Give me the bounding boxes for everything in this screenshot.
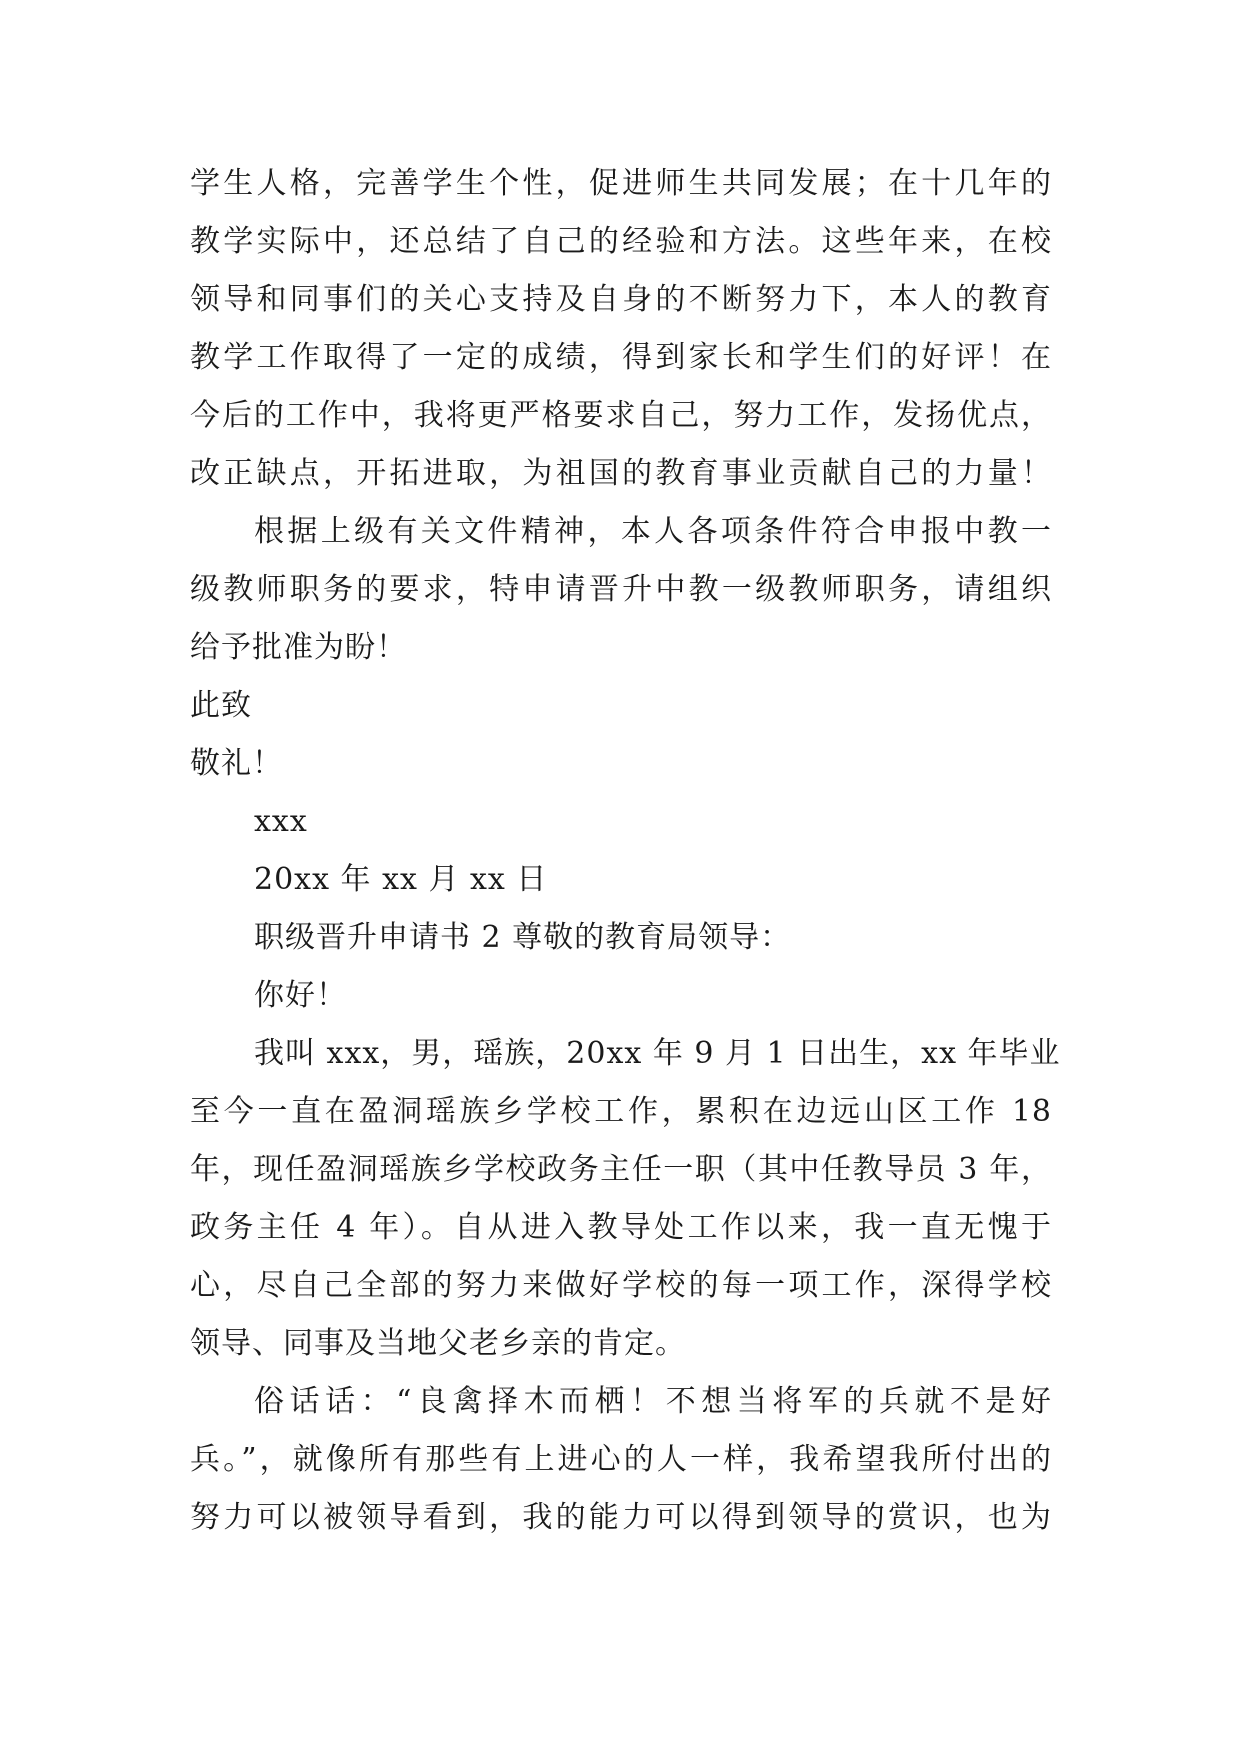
signature-name: xxx (254, 804, 308, 839)
letter2-greeting: 你好！ (254, 978, 347, 1013)
letter2-para1-line-4: 政务主任 4 年）。自从进入教导处工作以来，我一直无愧于 (190, 1210, 1052, 1245)
para1-line-1: 学生人格，完善学生个性，促进师生共同发展；在十几年的 (190, 166, 1052, 201)
letter2-para1-line-1: 我叫 xxx，男，瑶族，20xx 年 9 月 1 日出生，xx 年毕业 (254, 1036, 1061, 1071)
letter2-para1-line-2: 至今一直在盈洞瑶族乡学校工作，累积在边远山区工作 18 (190, 1094, 1052, 1129)
para1-line-4: 教学工作取得了一定的成绩，得到家长和学生们的好评！在 (190, 340, 1052, 375)
letter2-para1-line-3: 年，现任盈洞瑶族乡学校政务主任一职（其中任教导员 3 年， (190, 1152, 1052, 1187)
closing-line-1: 此致 (190, 688, 252, 723)
para2-line-1: 根据上级有关文件精神，本人各项条件符合申报中教一 (254, 514, 1052, 549)
para2-line-2: 级教师职务的要求，特申请晋升中教一级教师职务，请组织 (190, 572, 1052, 607)
letter2-para2-line-1: 俗话话：“良禽择木而栖！不想当将军的兵就不是好 (254, 1384, 1052, 1419)
para1-line-3: 领导和同事们的关心支持及自身的不断努力下，本人的教育 (190, 282, 1052, 317)
letter2-para2-line-3: 努力可以被领导看到，我的能力可以得到领导的赏识，也为 (190, 1500, 1052, 1535)
letter2-para1-line-6: 领导、同事及当地父老乡亲的肯定。 (190, 1326, 686, 1361)
letter2-heading: 职级晋升申请书 2 尊敬的教育局领导： (254, 920, 792, 955)
closing-line-2: 敬礼！ (190, 746, 283, 781)
document-body (190, 155, 1061, 1547)
para1-line-5: 今后的工作中，我将更严格要求自己，努力工作，发扬优点， (190, 398, 1052, 433)
signature-date: 20xx 年 xx 月 xx 日 (254, 862, 548, 897)
letter2-para2-line-2: 兵。”，就像所有那些有上进心的人一样，我希望我所付出的 (190, 1442, 1052, 1477)
para1-line-6: 改正缺点，开拓进取，为祖国的教育事业贡献自己的力量！ (190, 456, 1052, 491)
para2-line-3: 给予批准为盼！ (190, 630, 407, 665)
letter2-para1-line-5: 心，尽自己全部的努力来做好学校的每一项工作，深得学校 (190, 1268, 1052, 1303)
para1-line-2: 教学实际中，还总结了自己的经验和方法。这些年来，在校 (190, 224, 1052, 259)
